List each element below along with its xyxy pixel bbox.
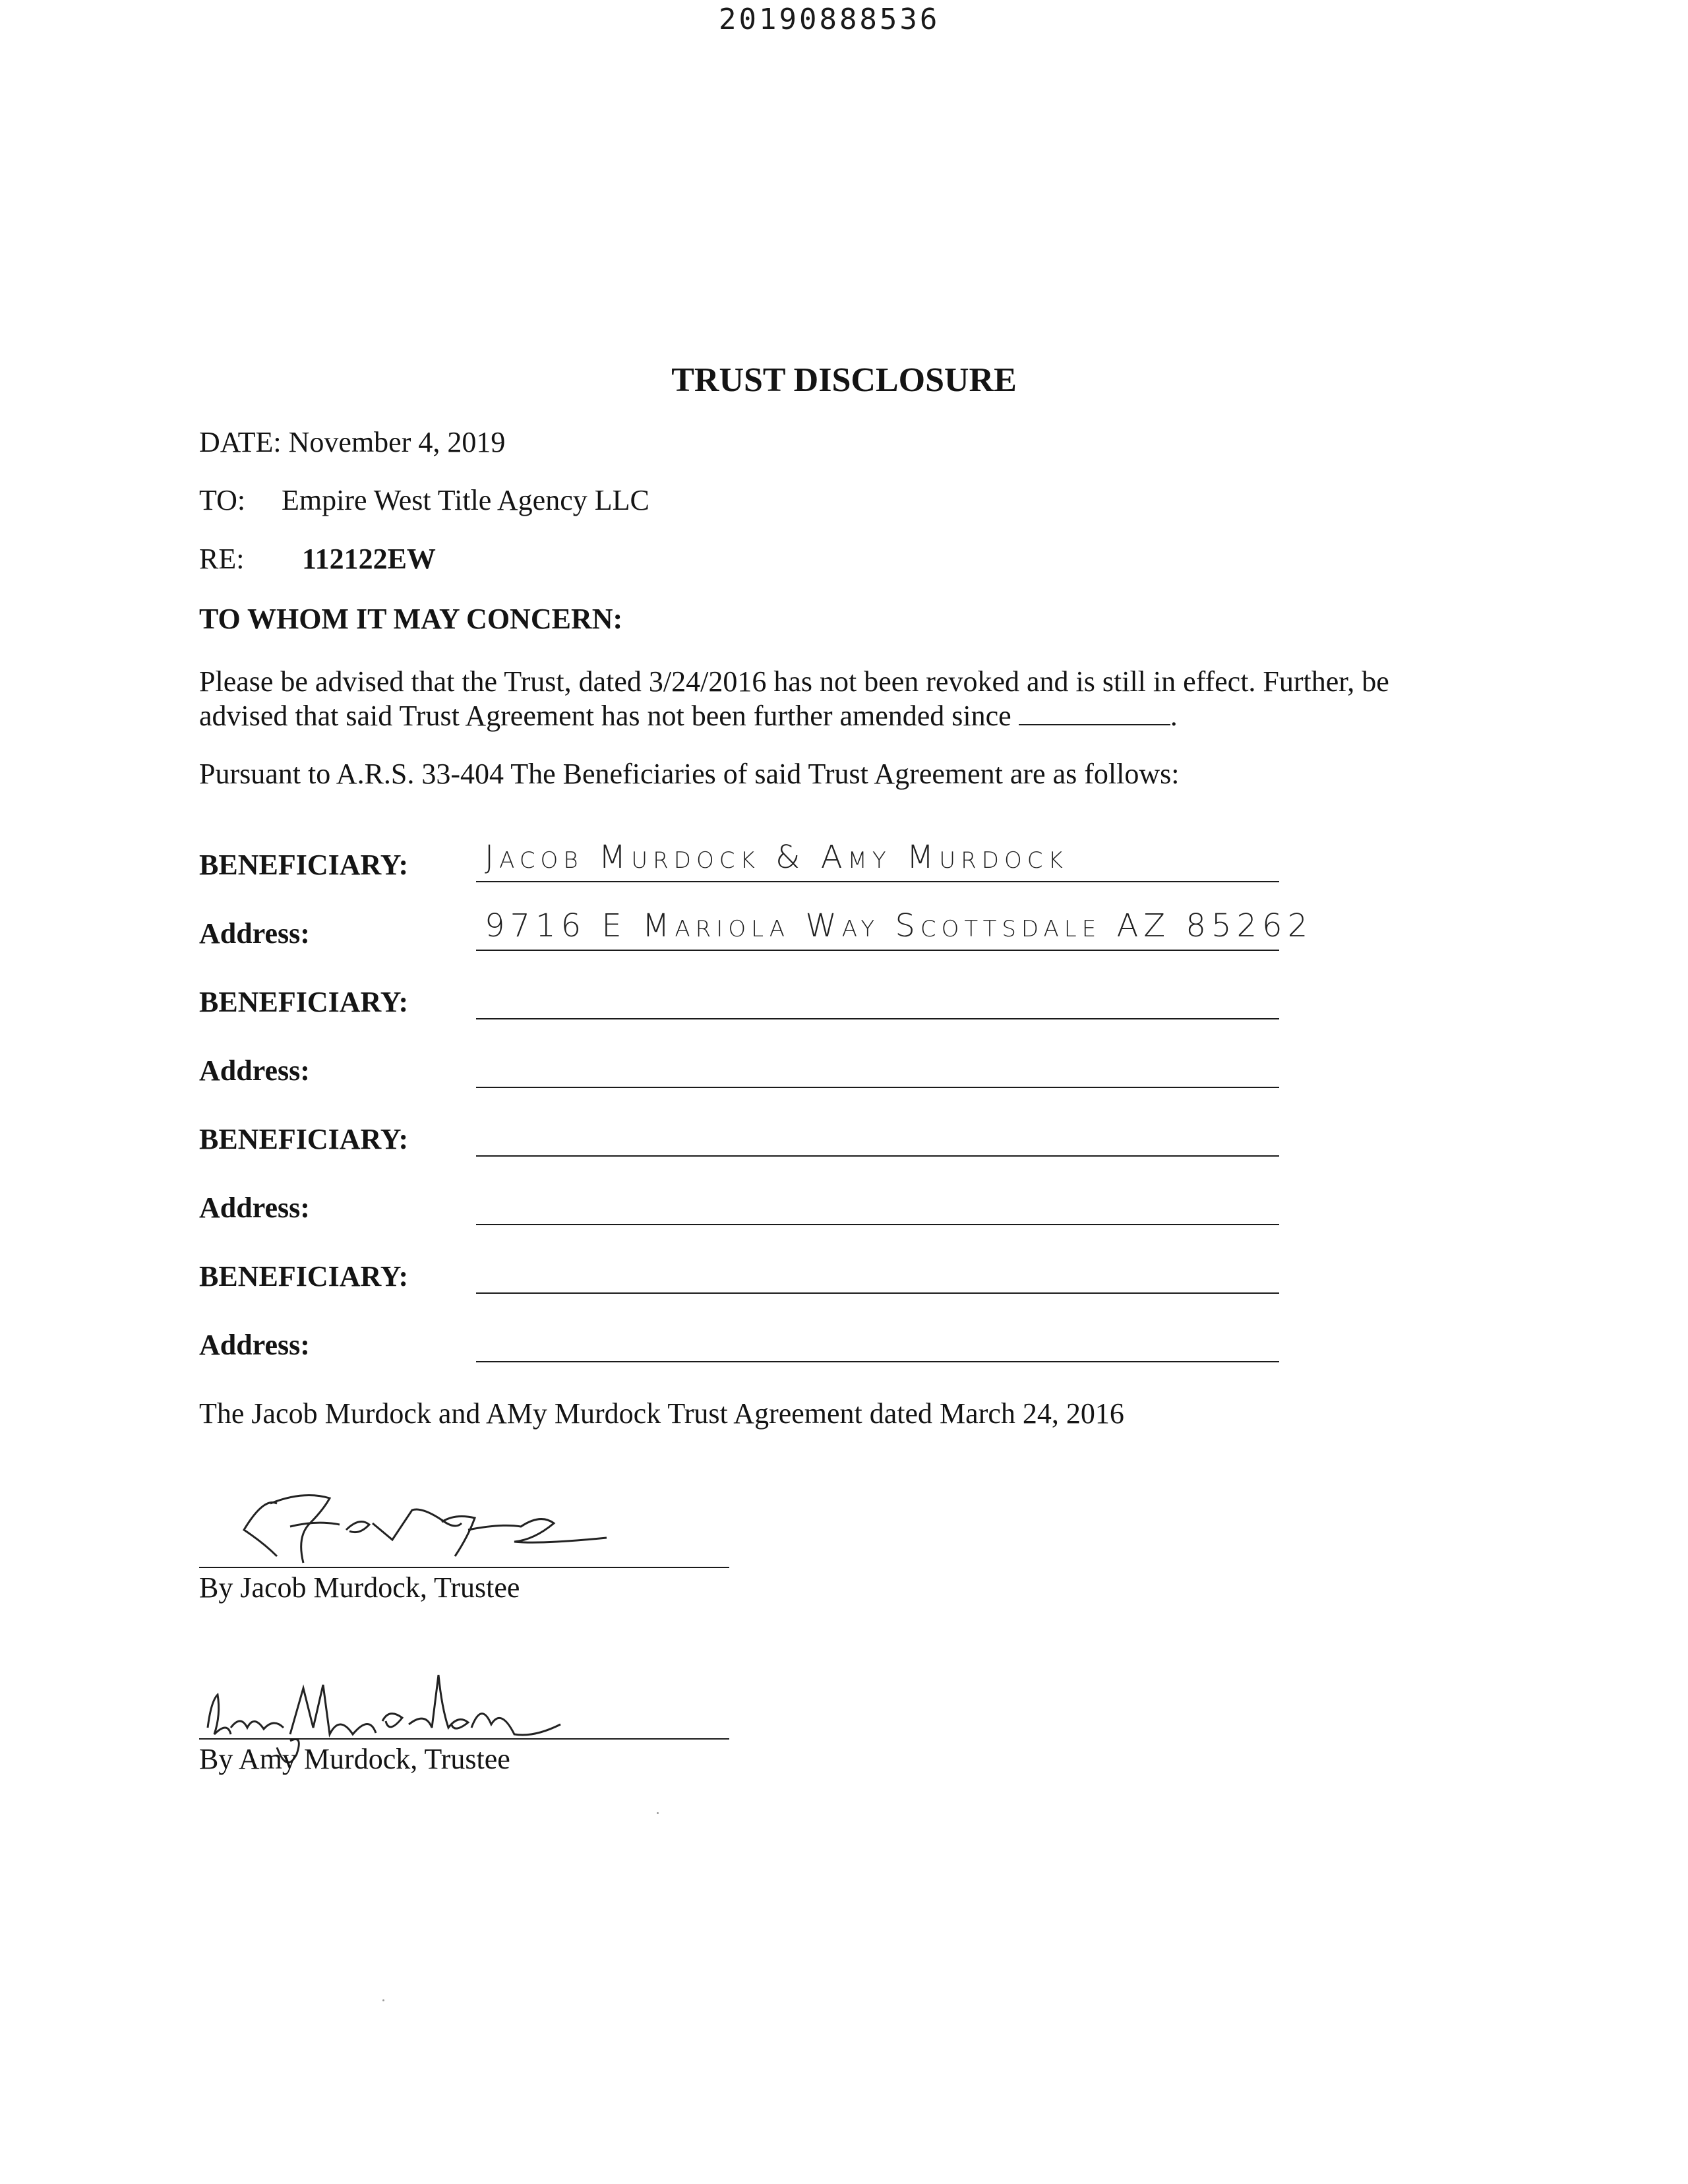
re-label: RE: <box>199 543 245 575</box>
document-number: 20190888536 <box>719 3 940 36</box>
to-value: Empire West Title Agency LLC <box>282 484 649 516</box>
address-label-4: Address: <box>199 1329 310 1361</box>
signature-caption-2: By Amy Murdock, Trustee <box>199 1743 510 1775</box>
trust-agreement-statement: The Jacob Murdock and AMy Murdock Trust Agreement dated March 24, 2016 <box>199 1397 1124 1430</box>
beneficiary-line-4 <box>476 1292 1279 1294</box>
beneficiary-line-2 <box>476 1018 1279 1019</box>
address-line-1 <box>476 950 1279 951</box>
jacob-murdock-signature <box>224 1484 633 1576</box>
beneficiary-line-1 <box>476 881 1279 882</box>
re-value: 112122EW <box>302 543 436 575</box>
date-value: November 4, 2019 <box>288 426 506 458</box>
to-label: TO: <box>199 484 246 516</box>
signature-line-2 <box>199 1738 729 1740</box>
scan-artifact <box>382 1999 384 2001</box>
address-label-1: Address: <box>199 917 310 950</box>
advised-line-2 <box>199 699 1178 733</box>
address-line-4 <box>476 1361 1279 1362</box>
address-value-1: 9716 E Mariola Way Scottsdale AZ 85262 <box>485 907 1313 944</box>
address-line-3 <box>476 1224 1279 1225</box>
date-label: DATE: <box>199 426 282 458</box>
beneficiary-label-4: BENEFICIARY: <box>199 1260 409 1292</box>
salutation: TO WHOM IT MAY CONCERN: <box>199 603 623 635</box>
amended-date-blank <box>1019 700 1170 725</box>
beneficiary-label-3: BENEFICIARY: <box>199 1123 409 1155</box>
beneficiary-line-3 <box>476 1155 1279 1157</box>
address-label-3: Address: <box>199 1192 310 1224</box>
signature-line-1 <box>199 1567 729 1568</box>
address-label-2: Address: <box>199 1054 310 1087</box>
beneficiary-label-1: BENEFICIARY: <box>199 849 409 881</box>
signature-caption-1: By Jacob Murdock, Trustee <box>199 1571 520 1604</box>
date-line <box>199 425 505 459</box>
scan-artifact <box>657 1812 659 1814</box>
page-title: TRUST DISCLOSURE <box>671 361 1017 399</box>
advised-line-1: Please be advised that the Trust, dated 3/24/2016 has not been revoked and is still in effect. Further, be <box>199 665 1389 698</box>
beneficiary-value-1: Jacob Murdock & Amy Murdock <box>485 839 1068 876</box>
pursuant-paragraph: Pursuant to A.R.S. 33-404 The Beneficiaries of said Trust Agreement are as follows: <box>199 758 1180 790</box>
beneficiary-label-2: BENEFICIARY: <box>199 986 409 1018</box>
advised-period: . <box>1170 700 1178 732</box>
advised-line-2-text: advised that said Trust Agreement has not been further amended since <box>199 700 1019 732</box>
address-line-2 <box>476 1087 1279 1088</box>
